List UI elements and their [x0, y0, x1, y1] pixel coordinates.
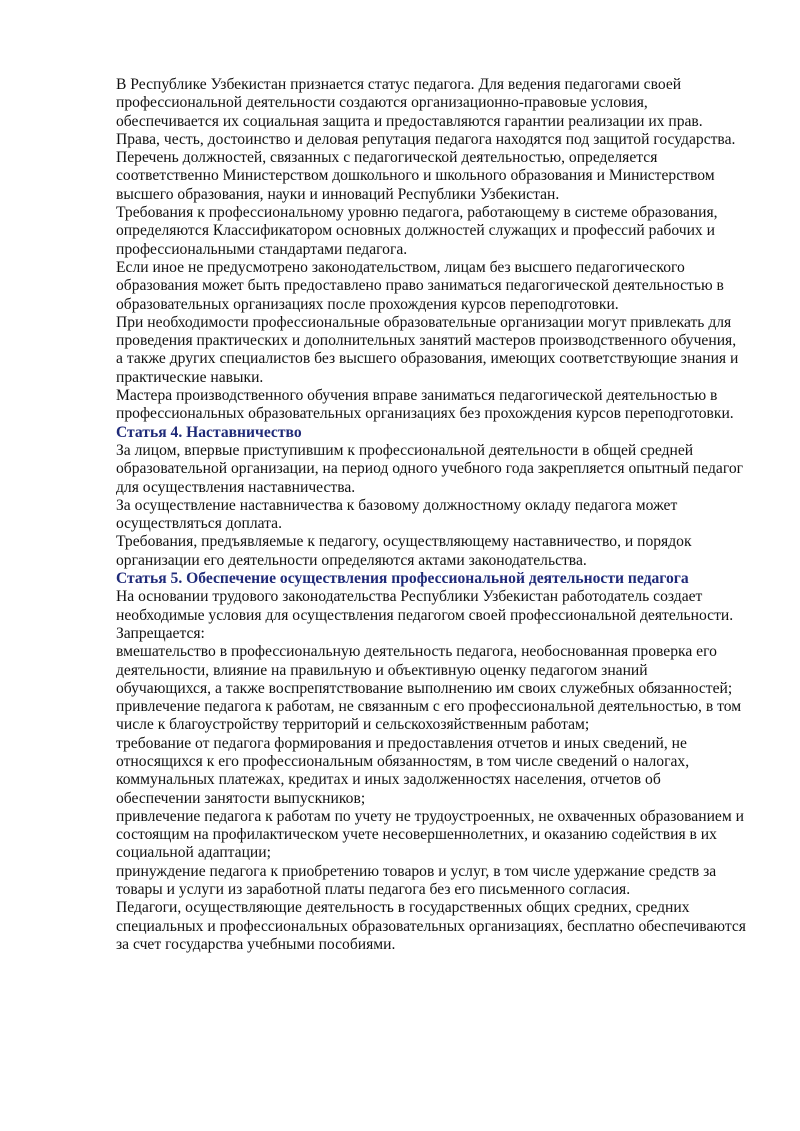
paragraph: В Республике Узбекистан признается статус педагога. Для ведения педагогами своей профессиональной деятельности создаются организационно-правовые условия, обеспечивается их социальная защита и предоставляются гарантии реализации их прав. [116, 76, 703, 130]
list-item: принуждение педагога к приобретению товаров и услуг, в том числе удержание средств за товары и услуги из заработной платы педагога без его письменного согласия. [116, 862, 717, 899]
paragraph: За осуществление наставничества к базовому должностному окладу педагога может осуществляться доплата. [116, 496, 678, 533]
document-page [116, 76, 746, 954]
article-5-heading: Статья 5. Обеспечение осуществления профессиональной деятельности педагога [116, 570, 689, 588]
paragraph: На основании трудового законодательства Республики Узбекистан работодатель создает необходимые условия для осуществления педагогом своей профессиональной деятельности. [116, 588, 734, 624]
paragraph: Требования к профессиональному уровню педагога, работающему в системе образования, определяются Классификатором основных должностей служащих и профессий рабочих и профессиональными стандартами педагога. [116, 204, 718, 258]
paragraph: Педагоги, осуществляющие деятельность в государственных общих средних, средних специальных и профессиональных образовательных организациях, бесплатно обеспечиваются за счет государства учебными пособиями. [116, 899, 746, 953]
paragraph: Требования, предъявляемые к педагогу, осуществляющему наставничество, и порядок организации его деятельности определяются актами законодательства. [116, 533, 692, 569]
paragraph: За лицом, впервые приступившим к профессиональной деятельности в общей средней образовательной организации, на период одного учебного года закрепляется опытный педагог для осуществления наставничества. [116, 441, 744, 496]
article-4-heading: Статья 4. Наставничество [116, 423, 302, 441]
paragraph: При необходимости профессиональные образовательные организации могут привлекать для проведения практических и дополнительных занятий мастеров производственного обучения, а также других специалистов без высшего образования, имеющих соответствующие знания и практические навыки. [116, 313, 739, 386]
list-item: привлечение педагога к работам по учету не трудоустроенных, не охваченных образованием и состоящим на профилактическом учете несовершеннолетних, и оказанию содействия в их социальной адаптации; [116, 807, 744, 862]
list-item: привлечение педагога к работам, не связанным с его профессиональной деятельностью, в том числе к благоустройству территорий и сельскохозяйственным работам; [116, 698, 742, 734]
paragraph: Запрещается: [116, 624, 205, 642]
paragraph: Права, честь, достоинство и деловая репутация педагога находятся под защитой государства. [116, 130, 736, 148]
paragraph: Если иное не предусмотрено законодательством, лицам без высшего педагогического образования может быть предоставлено право заниматься педагогической деятельностью в образовательных организациях после прохождения курсов переподготовки. [116, 258, 724, 313]
paragraph: Мастера производственного обучения вправе заниматься педагогической деятельностью в профессиональных образовательных организациях без прохождения курсов переподготовки. [116, 387, 734, 423]
list-item: вмешательство в профессиональную деятельность педагога, необоснованная проверка его деятельности, влияние на правильную и объективную оценку педагогом знаний обучающихся, а также воспрепятствование выполнению им своих служебных обязанностей; [116, 643, 733, 697]
list-item: требование от педагога формирования и предоставления отчетов и иных сведений, не относящихся к его профессиональным обязанностям, в том числе сведений о налогах, коммунальных платежах, кредитах и иных задолженностях населения, отчетов об обеспечении занятости выпускников; [116, 734, 690, 807]
paragraph: Перечень должностей, связанных с педагогической деятельностью, определяется соответственно Министерством дошкольного и школьного образования и Министерством высшего образования, науки и инноваций Республики Узбекистан. [116, 149, 715, 203]
